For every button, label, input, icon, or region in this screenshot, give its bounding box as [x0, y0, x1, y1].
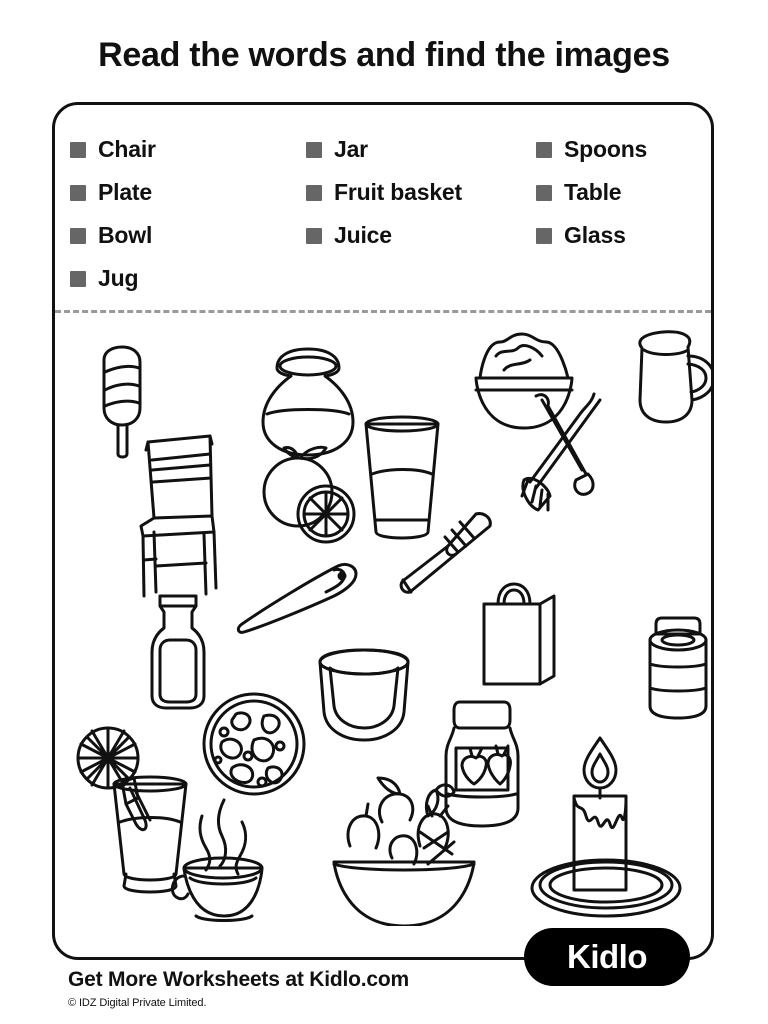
promo-text: Get More Worksheets at Kidlo.com	[68, 968, 409, 991]
section-divider	[55, 310, 711, 313]
copyright-text: © IDZ Digital Private Limited.	[68, 997, 207, 1009]
word-column-2	[306, 128, 462, 257]
word-item-plate[interactable]	[70, 171, 156, 214]
bullet-square-icon	[536, 228, 552, 244]
bullet-square-icon	[536, 142, 552, 158]
bullet-square-icon	[306, 185, 322, 201]
jug-pitcher-icon	[640, 332, 714, 422]
word-label: Fruit basket	[334, 179, 462, 205]
juice-glass-icon	[78, 728, 186, 892]
word-label: Bowl	[98, 222, 153, 248]
ice-cream-bar-icon	[104, 347, 140, 457]
bullet-square-icon	[306, 228, 322, 244]
bullet-square-icon	[70, 185, 86, 201]
page-title: Read the words and find the images	[98, 36, 670, 74]
grater-tool-icon	[401, 514, 490, 593]
word-item-glass[interactable]	[536, 214, 647, 257]
clay-jar-icon	[263, 349, 353, 455]
word-item-fruit-basket[interactable]	[306, 171, 462, 214]
word-item-bowl[interactable]	[70, 214, 156, 257]
bullet-square-icon	[70, 228, 86, 244]
word-column-3	[536, 128, 647, 257]
fruit-basket-icon	[334, 778, 474, 926]
kidlo-logo	[524, 928, 690, 986]
drinking-glass-icon	[366, 417, 438, 538]
word-item-table[interactable]	[536, 171, 647, 214]
word-label: Chair	[98, 136, 156, 162]
word-item-spoons[interactable]	[536, 128, 647, 171]
shopping-bag-icon	[484, 584, 554, 684]
empty-bowl-icon	[320, 650, 408, 740]
bullet-square-icon	[306, 142, 322, 158]
word-label: Plate	[98, 179, 152, 205]
illustration-area	[52, 316, 714, 926]
word-label: Table	[564, 179, 622, 205]
word-column-1	[70, 128, 156, 300]
word-item-juice[interactable]	[306, 214, 462, 257]
word-list	[70, 128, 710, 298]
word-item-jug[interactable]	[70, 257, 156, 300]
bowl-of-food-icon	[476, 334, 572, 428]
bullet-square-icon	[70, 271, 86, 287]
bullet-square-icon	[536, 185, 552, 201]
pizza-plate-icon	[204, 694, 304, 794]
bullet-square-icon	[70, 142, 86, 158]
tin-container-icon	[650, 618, 706, 718]
orange-with-slice-icon	[264, 447, 354, 542]
kitchen-knife-icon	[238, 564, 356, 632]
chair-icon	[141, 436, 216, 596]
kidlo-logo-text: Kidlo	[567, 937, 647, 975]
word-label: Spoons	[564, 136, 648, 162]
word-label: Juice	[334, 222, 392, 248]
word-label: Jug	[98, 265, 139, 291]
jam-jar-icon	[446, 702, 518, 826]
word-label: Glass	[564, 222, 626, 248]
tea-cup-icon	[172, 800, 262, 921]
dinner-plate-icon	[532, 860, 680, 916]
word-item-chair[interactable]	[70, 128, 156, 171]
word-label: Jar	[334, 136, 368, 162]
milk-bottle-icon	[152, 596, 204, 708]
word-item-jar[interactable]	[306, 128, 462, 171]
